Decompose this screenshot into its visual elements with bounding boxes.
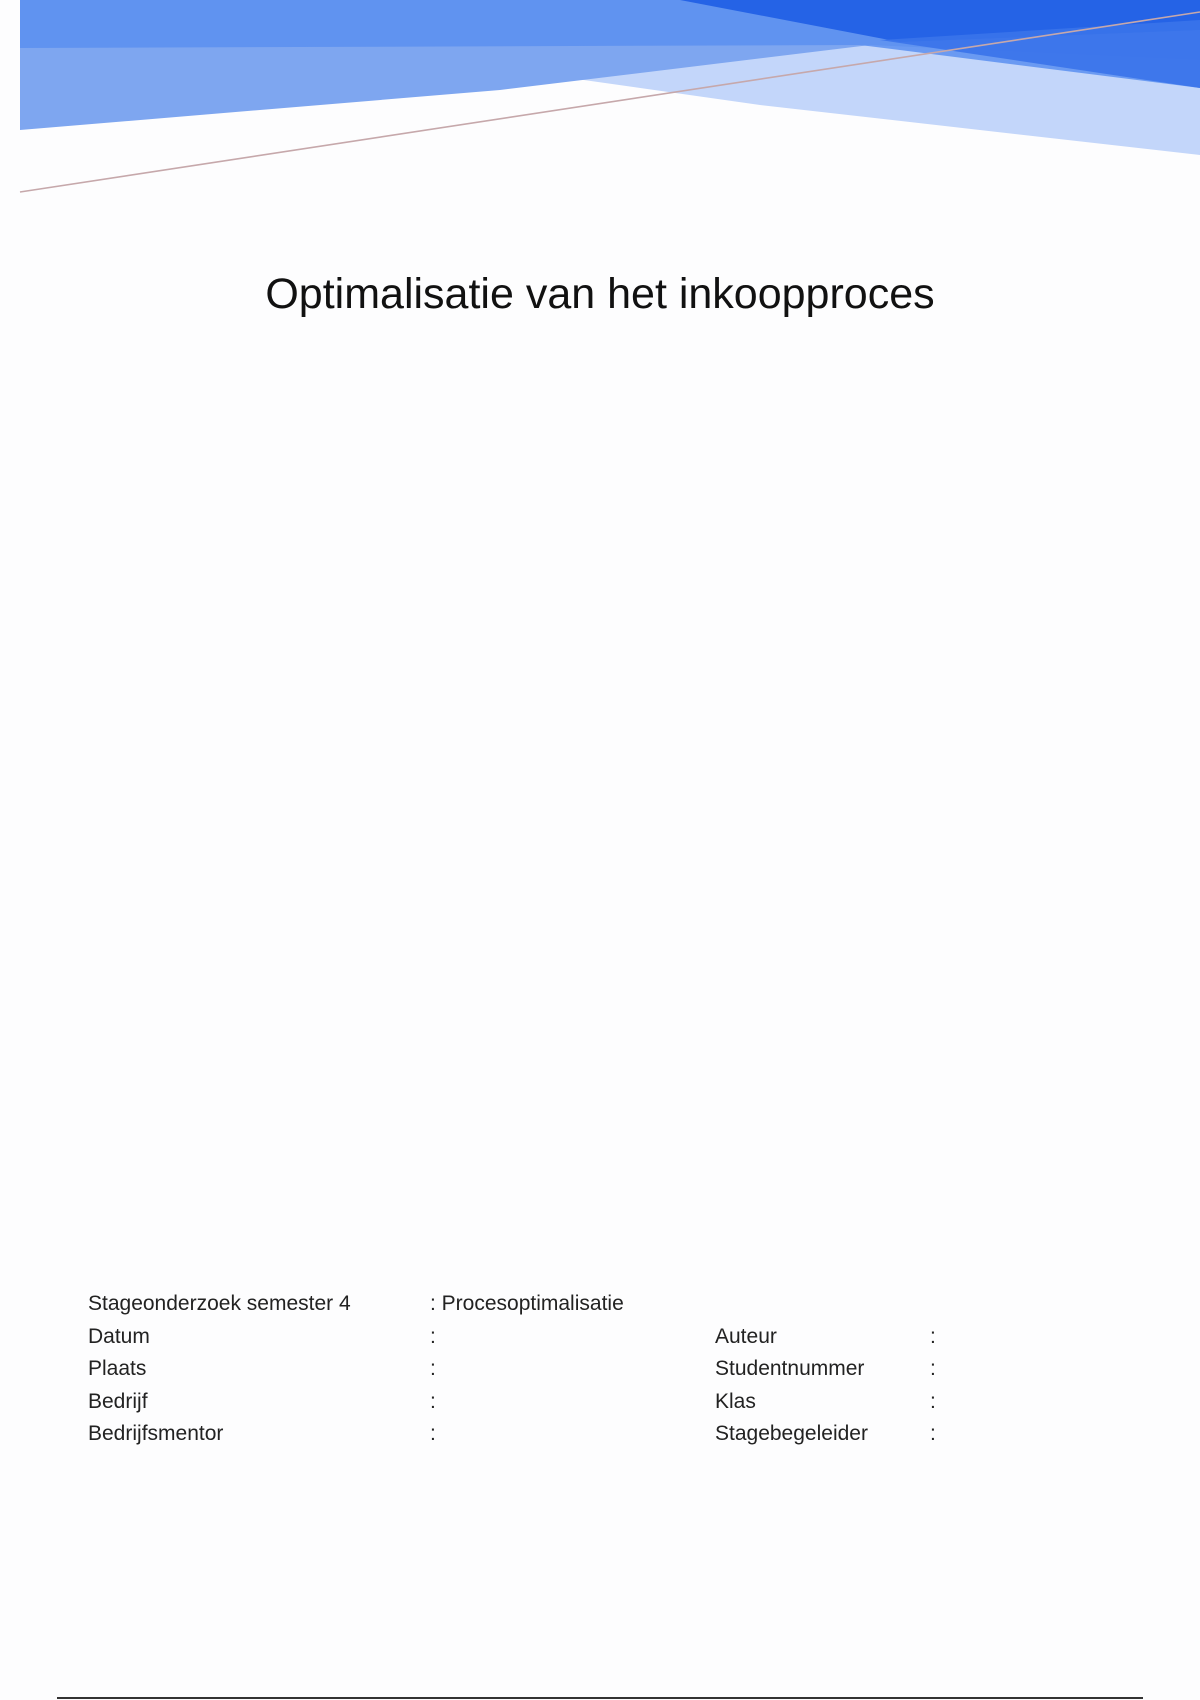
info-colon-right: : <box>930 1324 936 1348</box>
info-label: Datum <box>88 1324 150 1348</box>
info-label-right: Auteur <box>715 1324 777 1348</box>
info-colon-right: : <box>930 1389 936 1413</box>
footer-rule <box>57 1697 1143 1699</box>
info-label: Bedrijfsmentor <box>88 1422 224 1445</box>
info-label-right: Studentnummer <box>715 1357 865 1380</box>
info-label: Bedrijf <box>88 1389 148 1413</box>
info-table <box>88 1288 988 1451</box>
info-colon: : <box>430 1389 436 1413</box>
info-row-datum <box>88 1321 988 1354</box>
info-label-right: Klas <box>715 1389 756 1413</box>
info-colon: : <box>430 1357 436 1380</box>
info-colon: : <box>430 1324 436 1348</box>
info-row-stageonderzoek <box>88 1288 988 1321</box>
info-colon-right: : <box>930 1422 936 1445</box>
page-title: Optimalisatie van het inkoopproces <box>265 270 935 318</box>
info-row-bedrijf <box>88 1386 988 1419</box>
info-label: Plaats <box>88 1357 147 1380</box>
header-wave-graphic <box>0 0 1200 210</box>
info-colon: : <box>430 1422 436 1445</box>
info-colon-right: : <box>930 1357 936 1380</box>
info-row-bedrijfsmentor <box>88 1418 988 1451</box>
info-label-right: Stagebegeleider <box>715 1422 868 1445</box>
info-label: Stageonderzoek semester 4 <box>88 1292 351 1315</box>
info-row-plaats <box>88 1353 988 1386</box>
info-value: : Procesoptimalisatie <box>430 1292 624 1315</box>
